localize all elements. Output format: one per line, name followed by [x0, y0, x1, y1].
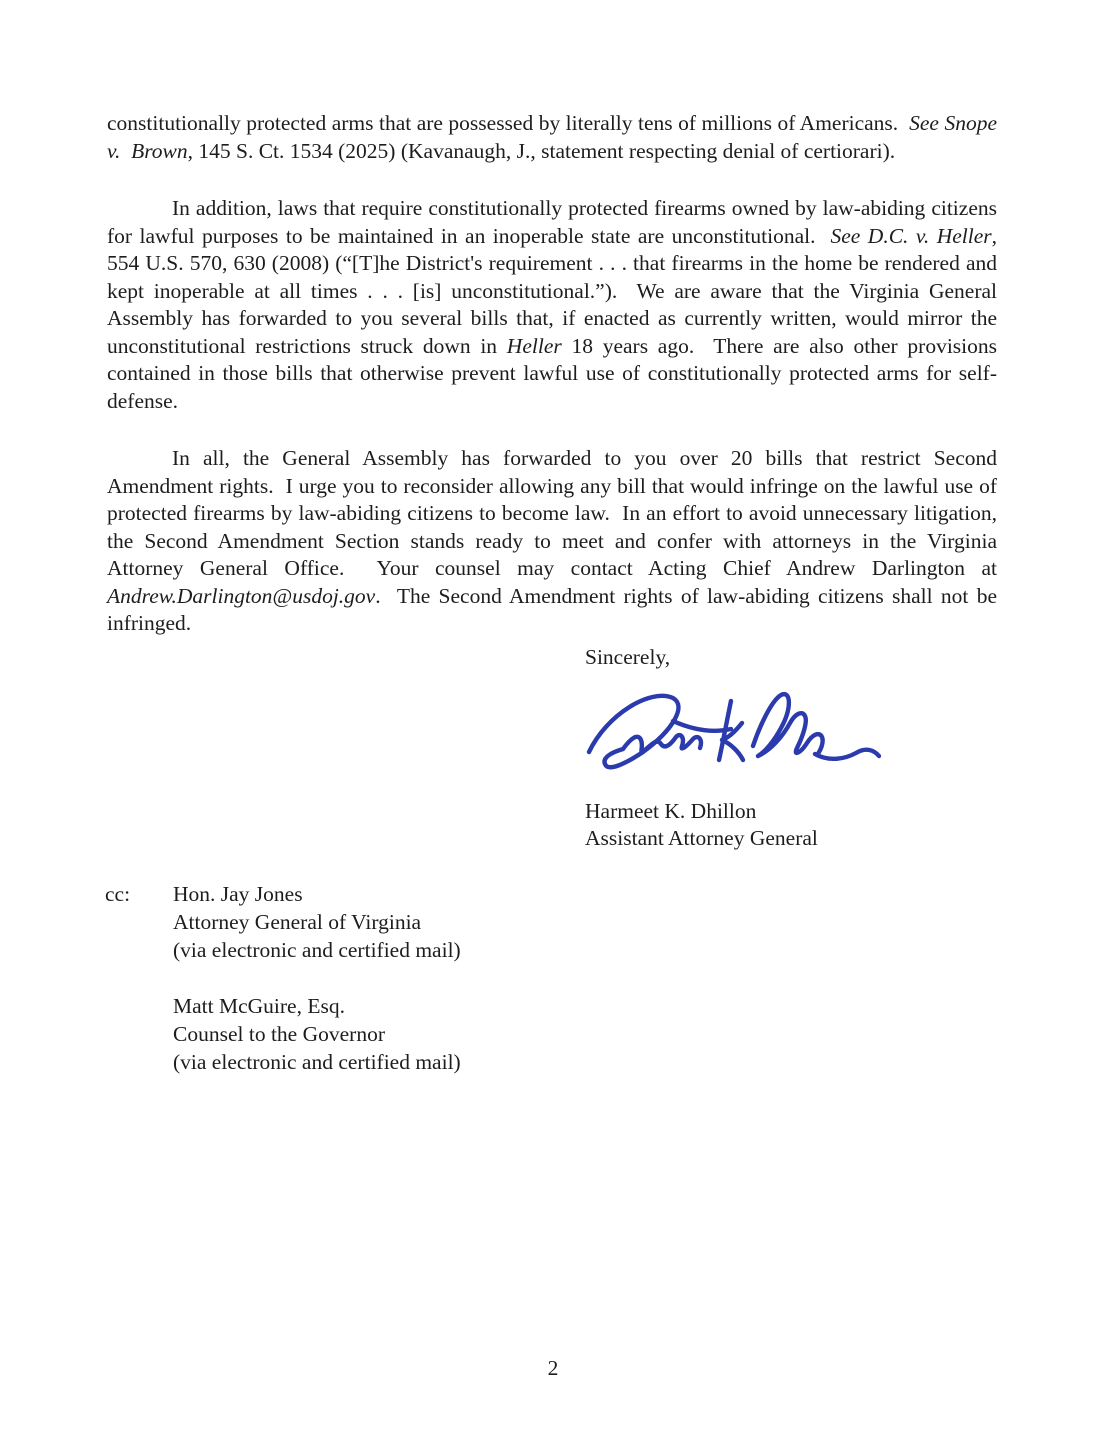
handwritten-signature-icon — [581, 686, 881, 786]
closing-block — [585, 644, 881, 853]
cc-recipient-2 — [173, 992, 461, 1076]
cc-label: cc: — [105, 882, 131, 906]
cc-recipient-title: Attorney General of Virginia — [173, 910, 422, 934]
cc-delivery-method: (via electronic and certified mail) — [173, 1050, 461, 1074]
body-paragraph-1: constitutionally protected arms that are possessed by literally tens of millions of Americans. See Snope v. Brown, 145 S. Ct. 1534 (2025) (Kavanaugh, J., statement respecting denial of certiorari). — [107, 111, 1003, 163]
cc-recipient-title: Counsel to the Governor — [173, 1022, 385, 1046]
cc-recipient-name: Matt McGuire, Esq. — [173, 994, 345, 1018]
cc-recipients — [173, 880, 461, 1076]
page-number: 2 — [547, 1356, 559, 1380]
cc-delivery-method: (via electronic and certified mail) — [173, 938, 461, 962]
cc-block — [105, 880, 461, 1076]
letter-body — [107, 110, 1003, 668]
cc-recipient-name: Hon. Jay Jones — [173, 882, 303, 906]
body-paragraph-2: In addition, laws that require constitutionally protected firearms owned by law-abiding citizens for lawful purposes to be maintained in an inoperable state are unconstitutional. See D.C. v. Heller, 554 U.S. 570, 630 (2008) (“[T]he District's requirement . . . that firearms in the home be rendered and kept inoperable at all times . . . [is] unconstitutional.”). We are aware that the Virginia General Assembly has forwarded to you several bills that, if enacted as currently written, would mirror the unconstitutional restrictions struck down in Heller 18 years ago. There are also other provisions contained in those bills that otherwise prevent lawful use of constitutionally protected arms for self-defense. — [107, 196, 1003, 413]
signature-strokes — [589, 694, 879, 767]
cc-recipient-1 — [173, 880, 461, 964]
signer-name: Harmeet K. Dhillon — [585, 798, 757, 823]
body-paragraph-3: In all, the General Assembly has forwarded to you over 20 bills that restrict Second Amendment rights. I urge you to reconsider allowing any bill that would infringe on the lawful use of protected firearms by law-abiding citizens to become law. In an effort to avoid unnecessary litigation, the Second Amendment Section stands ready to meet and confer with attorneys in the Virginia Attorney General Office. Your counsel may contact Acting Chief Andrew Darlington at Andrew.Darlington@usdoj.gov. The Second Amendment rights of law-abiding citizens shall not be infringed. — [107, 446, 1003, 635]
valediction: Sincerely, — [585, 645, 671, 669]
signer-title: Assistant Attorney General — [585, 826, 818, 850]
